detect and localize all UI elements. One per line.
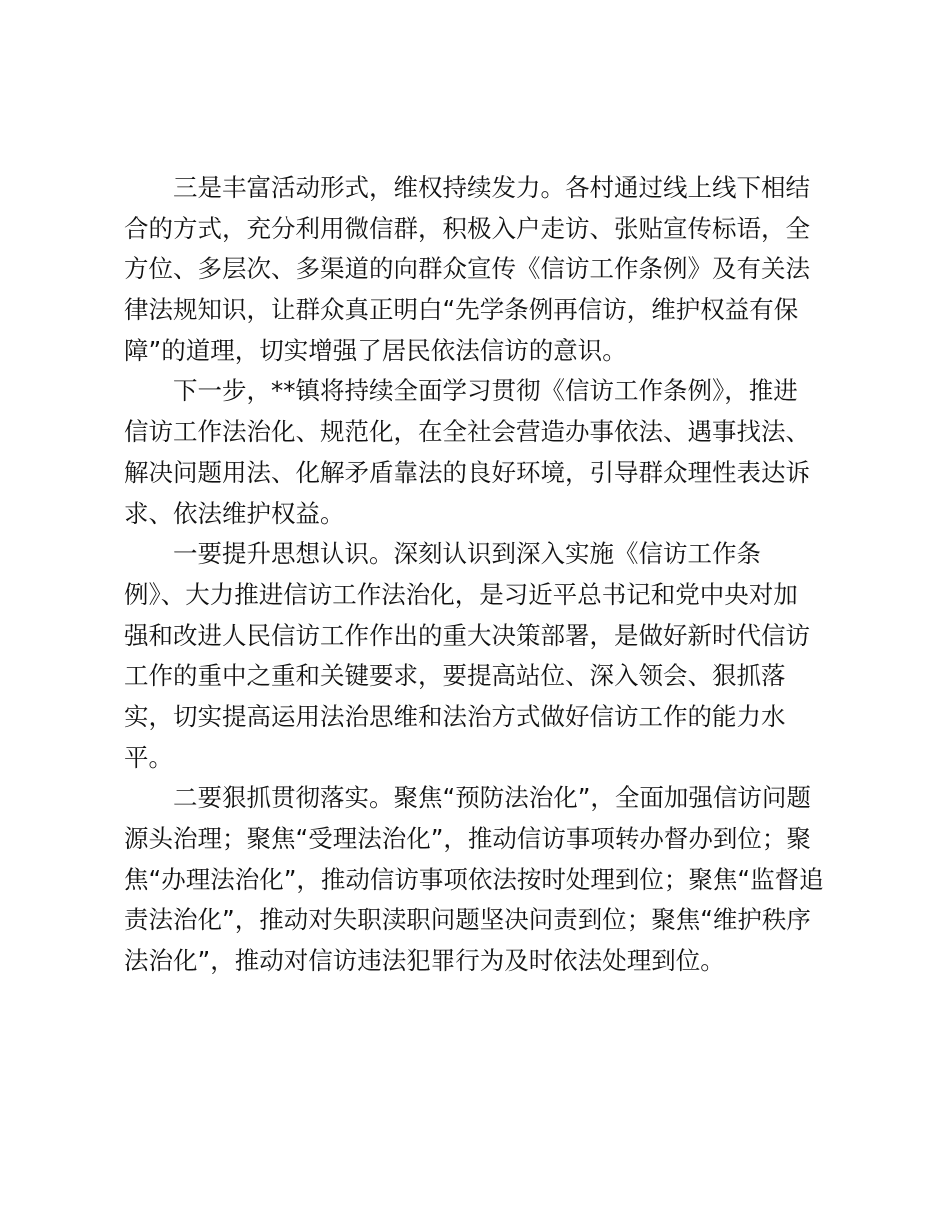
paragraph-line: 工作的重中之重和关键要求，要提高站位、深入领会、狠抓落 (124, 661, 786, 691)
paragraph-line: 律法规知识，让群众真正明白“先学条例再信访，维护权益有保 (124, 295, 799, 325)
paragraph-line: 二要狠抓贯彻落实。聚焦“预防法治化”，全面加强信访问题 (173, 783, 811, 813)
paragraph-line: 例》、大力推进信访工作法治化，是习近平总书记和党中央对加 (124, 579, 798, 609)
paragraph-line: 合的方式，充分利用微信群，积极入户走访、张贴宣传标语，全 (124, 213, 810, 243)
paragraph-line: 障”的道理，切实增强了居民依法信访的意识。 (124, 335, 627, 365)
paragraph-line: 实，切实提高运用法治思维和法治方式做好信访工作的能力水 (124, 701, 786, 731)
paragraph-next-steps (124, 371, 844, 534)
paragraph-line: 强和改进人民信访工作作出的重大决策部署，是做好新时代信访 (124, 620, 810, 650)
paragraph-implementation (124, 778, 844, 981)
paragraph-line: 责法治化”，推动对失职渎职问题坚决问责到位；聚焦“维护秩序 (124, 905, 811, 935)
paragraph-line: 下一步，**镇将持续全面学习贯彻《信访工作条例》，推进 (173, 376, 798, 406)
paragraph-line: 源头治理；聚焦“受理法治化”，推动信访事项转办督办到位；聚 (124, 824, 811, 853)
paragraph-line: 一要提升思想认识。深刻认识到深入实施《信访工作条 (173, 539, 761, 569)
paragraph-line: 三是丰富活动形式，维权持续发力。各村通过线上线下相结 (173, 173, 810, 202)
paragraph-line: 方位、多层次、多渠道的向群众宣传《信访工作条例》及有关法 (124, 254, 810, 284)
paragraph-line: 焦“办理法治化”，推动信访事项依法按时处理到位；聚焦“监督追 (124, 864, 824, 894)
document-body (124, 168, 844, 982)
paragraph-activities (124, 168, 844, 371)
paragraph-awareness (124, 534, 844, 778)
paragraph-line: 解决问题用法、化解矛盾靠法的良好环境，引导群众理性表达诉 (124, 457, 810, 487)
paragraph-line: 信访工作法治化、规范化，在全社会营造办事依法、遇事找法、 (124, 417, 810, 447)
paragraph-line: 求、依法维护权益。 (124, 498, 345, 528)
paragraph-line: 法治化”，推动对信访违法犯罪行为及时依法处理到位。 (124, 946, 725, 976)
paragraph-line: 平。 (124, 742, 173, 772)
